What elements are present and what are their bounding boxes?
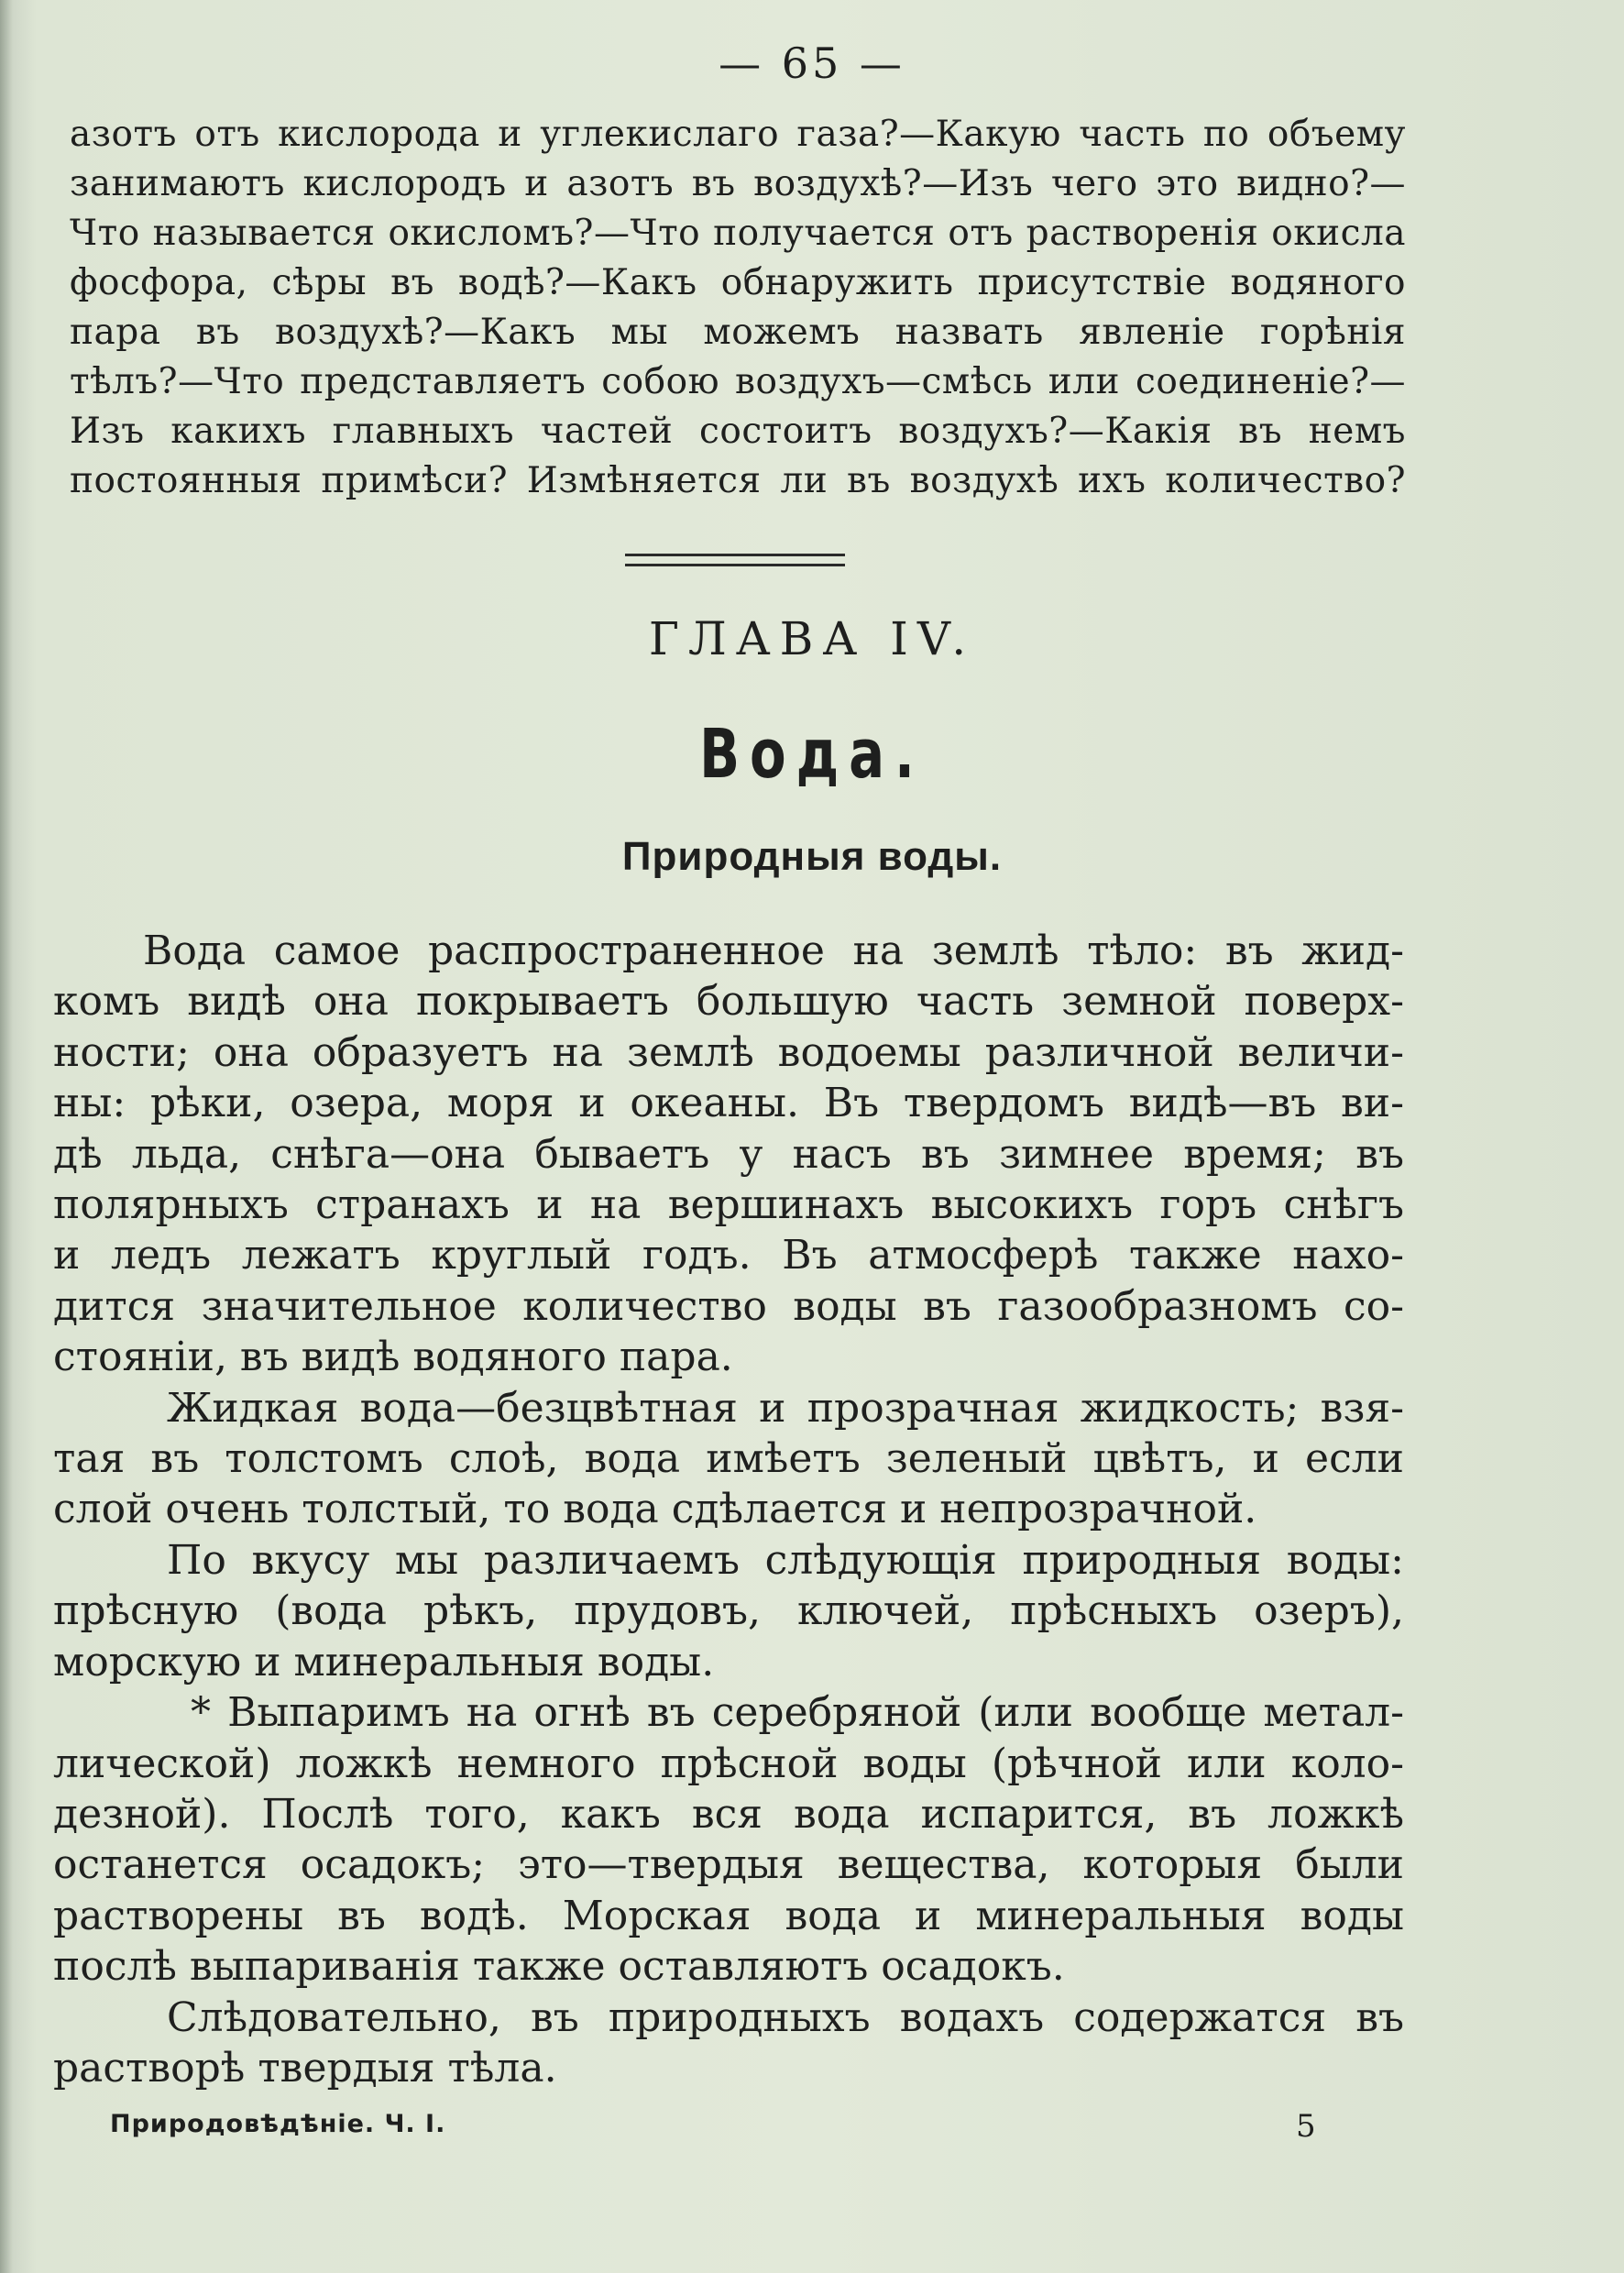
body-text	[53, 926, 1404, 2093]
text-line: дезной). Послѣ того, какъ вся вода испарится, въ ложкѣ	[53, 1790, 1404, 1838]
text-line: лической) ложкѣ немного прѣсной воды (рѣчной или коло-	[53, 1740, 1404, 1787]
text-line: пара въ воздухѣ?—Какъ мы можемъ назвать явленіе горѣнія	[70, 312, 1406, 353]
text-line: Вода самое распространенное на землѣ тѣло: въ жид-	[143, 928, 1404, 974]
text-line: ности; она образуетъ на землѣ водоемы различной величи-	[53, 1028, 1404, 1076]
text-line: растворены въ водѣ. Морская вода и минеральныя воды	[53, 1892, 1404, 1939]
footer-signature-mark: 5	[1296, 2108, 1316, 2145]
text-line: фосфора, сѣры въ водѣ?—Какъ обнаружить присутствіе водяного	[70, 262, 1406, 303]
footer-book-title: Природовѣдѣніе. Ч. I.	[110, 2110, 446, 2138]
text-line: По вкусу мы различаемъ слѣдующія природныя воды:	[167, 1536, 1404, 1584]
text-line: дится значительное количество воды въ газообразномъ со-	[53, 1282, 1404, 1330]
text-line: дѣ льда, снѣга—она бываетъ у насъ въ зимнее время; въ	[53, 1130, 1404, 1178]
text-line: азотъ отъ кислорода и углекислаго газа?—Какую часть по объему	[70, 114, 1406, 155]
text-line: слой очень толстый, то вода сдѣлается и непрозрачной.	[53, 1486, 1257, 1533]
text-line: * Выпаримъ на огнѣ въ серебряной (или вообще метал-	[191, 1689, 1404, 1737]
review-questions-block	[70, 110, 1406, 506]
text-line: тая въ толстомъ слоѣ, вода имѣетъ зеленый цвѣтъ, и если	[53, 1435, 1404, 1483]
text-line: растворѣ твердыя тѣла.	[53, 2044, 557, 2092]
section-title: Природныя воды.	[621, 834, 1003, 879]
text-line: комъ видѣ она покрываетъ большую часть земной поверх-	[53, 978, 1404, 1026]
text-line: Слѣдовательно, въ природныхъ водахъ содержатся въ	[167, 1993, 1404, 2041]
double-rule-divider	[625, 554, 845, 566]
text-line: постоянныя примѣси? Измѣняется ли въ воздухѣ ихъ количество?	[70, 460, 1406, 501]
text-line: полярныхъ странахъ и на вершинахъ высокихъ горъ снѣгъ	[53, 1181, 1404, 1229]
chapter-heading: ГЛАВА IV.	[648, 612, 976, 665]
text-line: послѣ выпариванія также оставляютъ осадокъ.	[53, 1943, 1065, 1991]
text-line: прѣсную (вода рѣкъ, прудовъ, ключей, прѣсныхъ озеръ),	[53, 1587, 1404, 1635]
chapter-title: Вода.	[699, 715, 925, 794]
text-line: тѣлъ?—Что представляетъ собою воздухъ—смѣсь или соединеніе?—	[70, 361, 1406, 402]
text-line: ны: рѣки, озера, моря и океаны. Въ твердомъ видѣ—въ ви-	[53, 1080, 1404, 1127]
text-line: морскую и минеральныя воды.	[53, 1638, 715, 1686]
text-line: Изъ какихъ главныхъ частей состоитъ воздухъ?—Какія въ немъ	[70, 411, 1406, 452]
page-number: — 65 —	[719, 38, 905, 88]
text-line: останется осадокъ; это—твердыя вещества, которыя были	[53, 1841, 1404, 1889]
text-line: Жидкая вода—безцвѣтная и прозрачная жидкость; взя-	[167, 1384, 1404, 1432]
text-line: и ледъ лежатъ круглый годъ. Въ атмосферѣ также нахо-	[53, 1232, 1404, 1279]
text-line: стояніи, въ видѣ водяного пара.	[53, 1334, 733, 1381]
text-line: занимаютъ кислородъ и азотъ въ воздухѣ?—Изъ чего это видно?—	[70, 163, 1406, 204]
text-line: Что называется окисломъ?—Что получается отъ растворенія окисла	[70, 213, 1406, 254]
